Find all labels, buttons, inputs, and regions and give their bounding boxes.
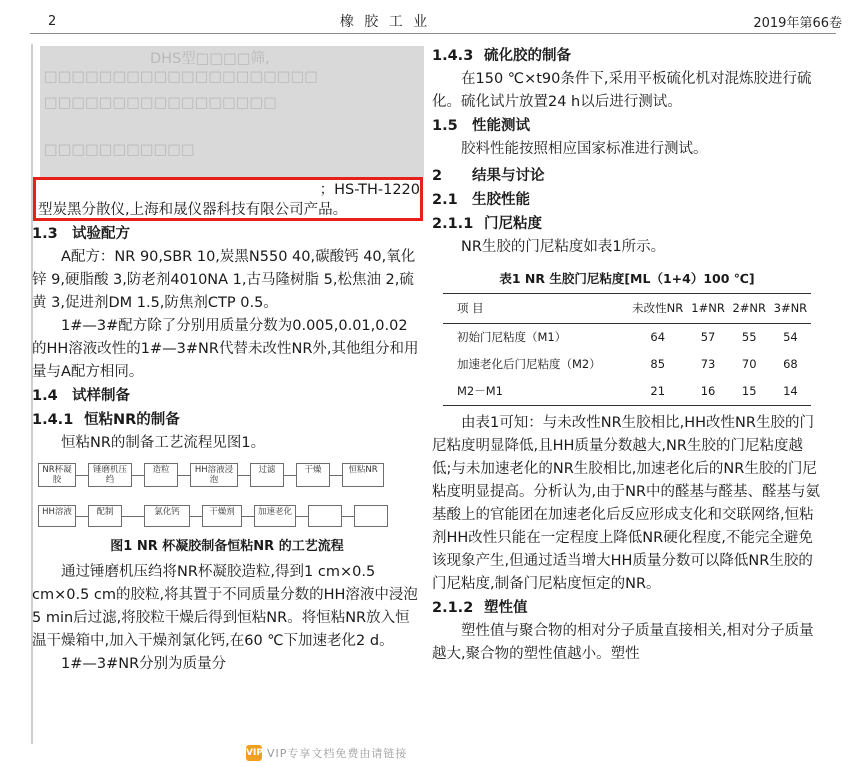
- table-cell: 70: [741, 357, 757, 371]
- watermark-text: VIP专享文档免费由请链接: [267, 747, 408, 760]
- flow-connector-7: [122, 516, 144, 517]
- paragraph-1-4-3: 在150 ℃×t90条件下,采用平板硫化机对混炼胶进行硫化。硫化试片放置24 h以后进行测试。: [432, 71, 812, 110]
- flow-box-6: 恒粘NR: [342, 463, 384, 487]
- flow-connector-4: [284, 475, 296, 476]
- table-header-cell: 3#NR: [770, 294, 811, 324]
- section-1-4-3: [432, 45, 822, 68]
- flow-box-2: 造粒: [144, 463, 178, 487]
- table-cell: 64: [650, 330, 666, 344]
- flow-box-11: 加速老化: [254, 505, 296, 527]
- section-2-1-2: [432, 597, 822, 620]
- table-header-cell: 未改性NR: [628, 294, 687, 324]
- paragraph-tail: 1#—3#NR分别为质量分: [61, 656, 227, 672]
- section-2-1-2-number: 2.1.2: [432, 600, 474, 616]
- table-row-label: 加速老化后门尼粘度（M2）: [457, 357, 601, 371]
- table-cell: 15: [729, 378, 770, 406]
- redacted-line-1: DHS型□□□□筛,: [150, 51, 270, 67]
- flow-box-3: HH溶液浸泡: [190, 463, 238, 487]
- section-1-4-title: 试样制备: [72, 388, 130, 404]
- section-2-1-title: 生胶性能: [472, 192, 530, 208]
- paragraph-2-1-1: NR生胶的门尼粘度如表1所示。: [461, 239, 666, 255]
- paragraph-formula-b: 1#—3#配方除了分别用质量分数为0.005,0.01,0.02的HH溶液改性的1#—3#NR代替未改性NR外,其他组分和用量与A配方相同。: [32, 318, 419, 380]
- figure-caption: 图1 NR 杯凝胶制备恒粘NR 的工艺流程: [110, 539, 344, 554]
- volume-info: 2019年第66卷: [753, 15, 842, 31]
- table-1-wrapper: [432, 267, 822, 406]
- right-column: [432, 44, 822, 666]
- section-1-4-3-number: 1.4.3: [432, 48, 474, 64]
- table-cell: 16: [687, 378, 728, 406]
- flow-connector-3: [238, 475, 250, 476]
- left-column: [32, 222, 422, 676]
- flow-connector-10: [296, 516, 308, 517]
- section-1-4-3-title: 硫化胶的制备: [484, 48, 571, 64]
- flow-connector-11: [342, 516, 354, 517]
- watermark: [246, 745, 407, 761]
- table-row-label: 初始门尼粘度（M1）: [457, 330, 567, 344]
- table-row: [443, 351, 811, 378]
- section-1-4-1: [32, 409, 422, 432]
- section-2-1-2-title: 塑性值: [484, 600, 528, 616]
- section-2-1-number: 2.1: [432, 192, 458, 208]
- table-header-cell: 2#NR: [729, 294, 770, 324]
- journal-title: 橡 胶 工 业: [339, 14, 431, 30]
- section-1-3: [32, 223, 422, 246]
- flow-box-4: 过滤: [250, 463, 284, 487]
- flow-box-5: 干燥: [296, 463, 330, 487]
- section-2-1: [432, 189, 822, 212]
- paragraph-process: 通过锤磨机压绉将NR杯凝胶造粒,得到1 cm×0.5 cm×0.5 cm的胶粒,将其置于不同质量分数的HH溶液中浸泡5 min后过滤,将胶粒干燥后得到恒粘NR。将恒粘NR放入恒温干燥箱中,加入干燥剂氯化钙,在60 ℃下加速老化2 d。: [32, 564, 418, 649]
- table-cell: 73: [700, 357, 716, 371]
- flow-box-10: 干燥剂: [202, 505, 242, 527]
- table-row-label: M2－M1: [443, 378, 628, 406]
- table-row: [443, 378, 811, 406]
- table-header-cell: 项 目: [443, 294, 628, 324]
- flow-connector-9: [242, 516, 254, 517]
- section-1-5: [432, 115, 822, 138]
- section-1-3-number: 1.3: [32, 226, 58, 242]
- flow-connector-8: [190, 516, 202, 517]
- table-cell: 85: [650, 357, 666, 371]
- section-1-4-1-number: 1.4.1: [32, 412, 74, 428]
- flow-connector-5: [330, 475, 342, 476]
- process-flow-diagram: [38, 461, 398, 533]
- flow-box-7: HH溶液: [38, 505, 76, 527]
- table-header-cell: 1#NR: [687, 294, 728, 324]
- flow-box-9: 氯化钙: [144, 505, 190, 527]
- section-2-1-1-title: 门尼粘度: [484, 216, 542, 232]
- flow-box-8: 配制: [88, 505, 122, 527]
- paragraph-2-1-2: 塑性值与聚合物的相对分子质量直接相关,相对分子质量越大,聚合物的塑性值越小。塑性: [432, 623, 814, 662]
- paragraph-formula-a: A配方：NR 90,SBR 10,炭黑N550 40,碳酸钙 40,氧化锌 9,硬脂酸 3,防老剂4010NA 1,古马隆树脂 5,松焦油 2,硫黄 3,促进剂DM 1.5,防焦剂CTP 0.5。: [32, 249, 416, 311]
- paragraph-1-5: 胶料性能按照相应国家标准进行测试。: [461, 141, 708, 157]
- flow-connector-2: [178, 475, 190, 476]
- flow-box-0: NR杯凝胶: [38, 463, 76, 487]
- section-1-3-title: 试验配方: [72, 226, 130, 242]
- vip-logo-icon: VIP: [246, 745, 262, 761]
- section-2-1-1: [432, 213, 822, 236]
- highlight-line-1: ；HS-TH-1220: [319, 182, 420, 198]
- section-1-5-title: 性能测试: [472, 118, 530, 134]
- table-cell: 55: [741, 330, 757, 344]
- flow-connector-1: [132, 475, 144, 476]
- table-cell: 54: [783, 330, 798, 344]
- flow-connector-6: [76, 516, 88, 517]
- section-2-number: 2: [432, 168, 443, 184]
- flow-connector-0: [76, 475, 88, 476]
- section-2: [432, 165, 822, 188]
- redacted-line-4: □□□□□□□□□□□: [44, 142, 195, 158]
- section-2-title: 结果与讨论: [472, 168, 545, 184]
- redacted-line-2: □□□□□□□□□□□□□□□□□□□□: [44, 69, 318, 85]
- section-1-4-number: 1.4: [32, 388, 58, 404]
- page-number: 2: [48, 13, 57, 29]
- section-1-4: [32, 385, 422, 408]
- section-1-5-number: 1.5: [432, 118, 458, 134]
- table-1: [443, 293, 811, 406]
- highlight-line-2: 型炭黑分散仪,上海和晟仪器科技有限公司产品。: [38, 202, 348, 218]
- section-1-4-1-title: 恒粘NR的制备: [84, 412, 180, 428]
- table-cell: 21: [628, 378, 687, 406]
- header-divider: [30, 33, 836, 34]
- section-2-1-1-number: 2.1.1: [432, 216, 474, 232]
- table-cell: 14: [770, 378, 811, 406]
- table-cell: 57: [700, 330, 716, 344]
- table-row: [443, 324, 811, 352]
- paragraph-1-4-1: 恒粘NR的制备工艺流程见图1。: [61, 435, 266, 451]
- paragraph-discussion: 由表1可知：与未改性NR生胶相比,HH改性NR生胶的门尼粘度明显降低,且HH质量分数越大,NR生胶的门尼粘度越低;与未加速老化的NR生胶相比,加速老化后的NR生胶的门尼粘度明显提高。分析认为,由于NR中的醛基与醛基、醛基与氨基酸上的官能团在加速老化后反应形成支化和交联网络,恒粘剂HH改性只能在一定程度上降低NR硬化程度,不能完全避免该现象产生,但通过适当增大HH质量分数可以降低NR生胶的门尼粘度,制备门尼粘度恒定的NR。: [432, 415, 821, 592]
- table-1-caption: 表1 NR 生胶门尼粘度[ML（1+4）100 ℃]: [499, 271, 755, 286]
- redacted-line-3: □□□□□□□□□□□□□□□□□: [44, 95, 277, 111]
- table-cell: 68: [783, 357, 798, 371]
- flow-box-1: 锤磨机压绉: [88, 463, 132, 487]
- page-header: [0, 8, 866, 34]
- flow-box-12: [308, 505, 342, 527]
- flow-box-13: [354, 505, 388, 527]
